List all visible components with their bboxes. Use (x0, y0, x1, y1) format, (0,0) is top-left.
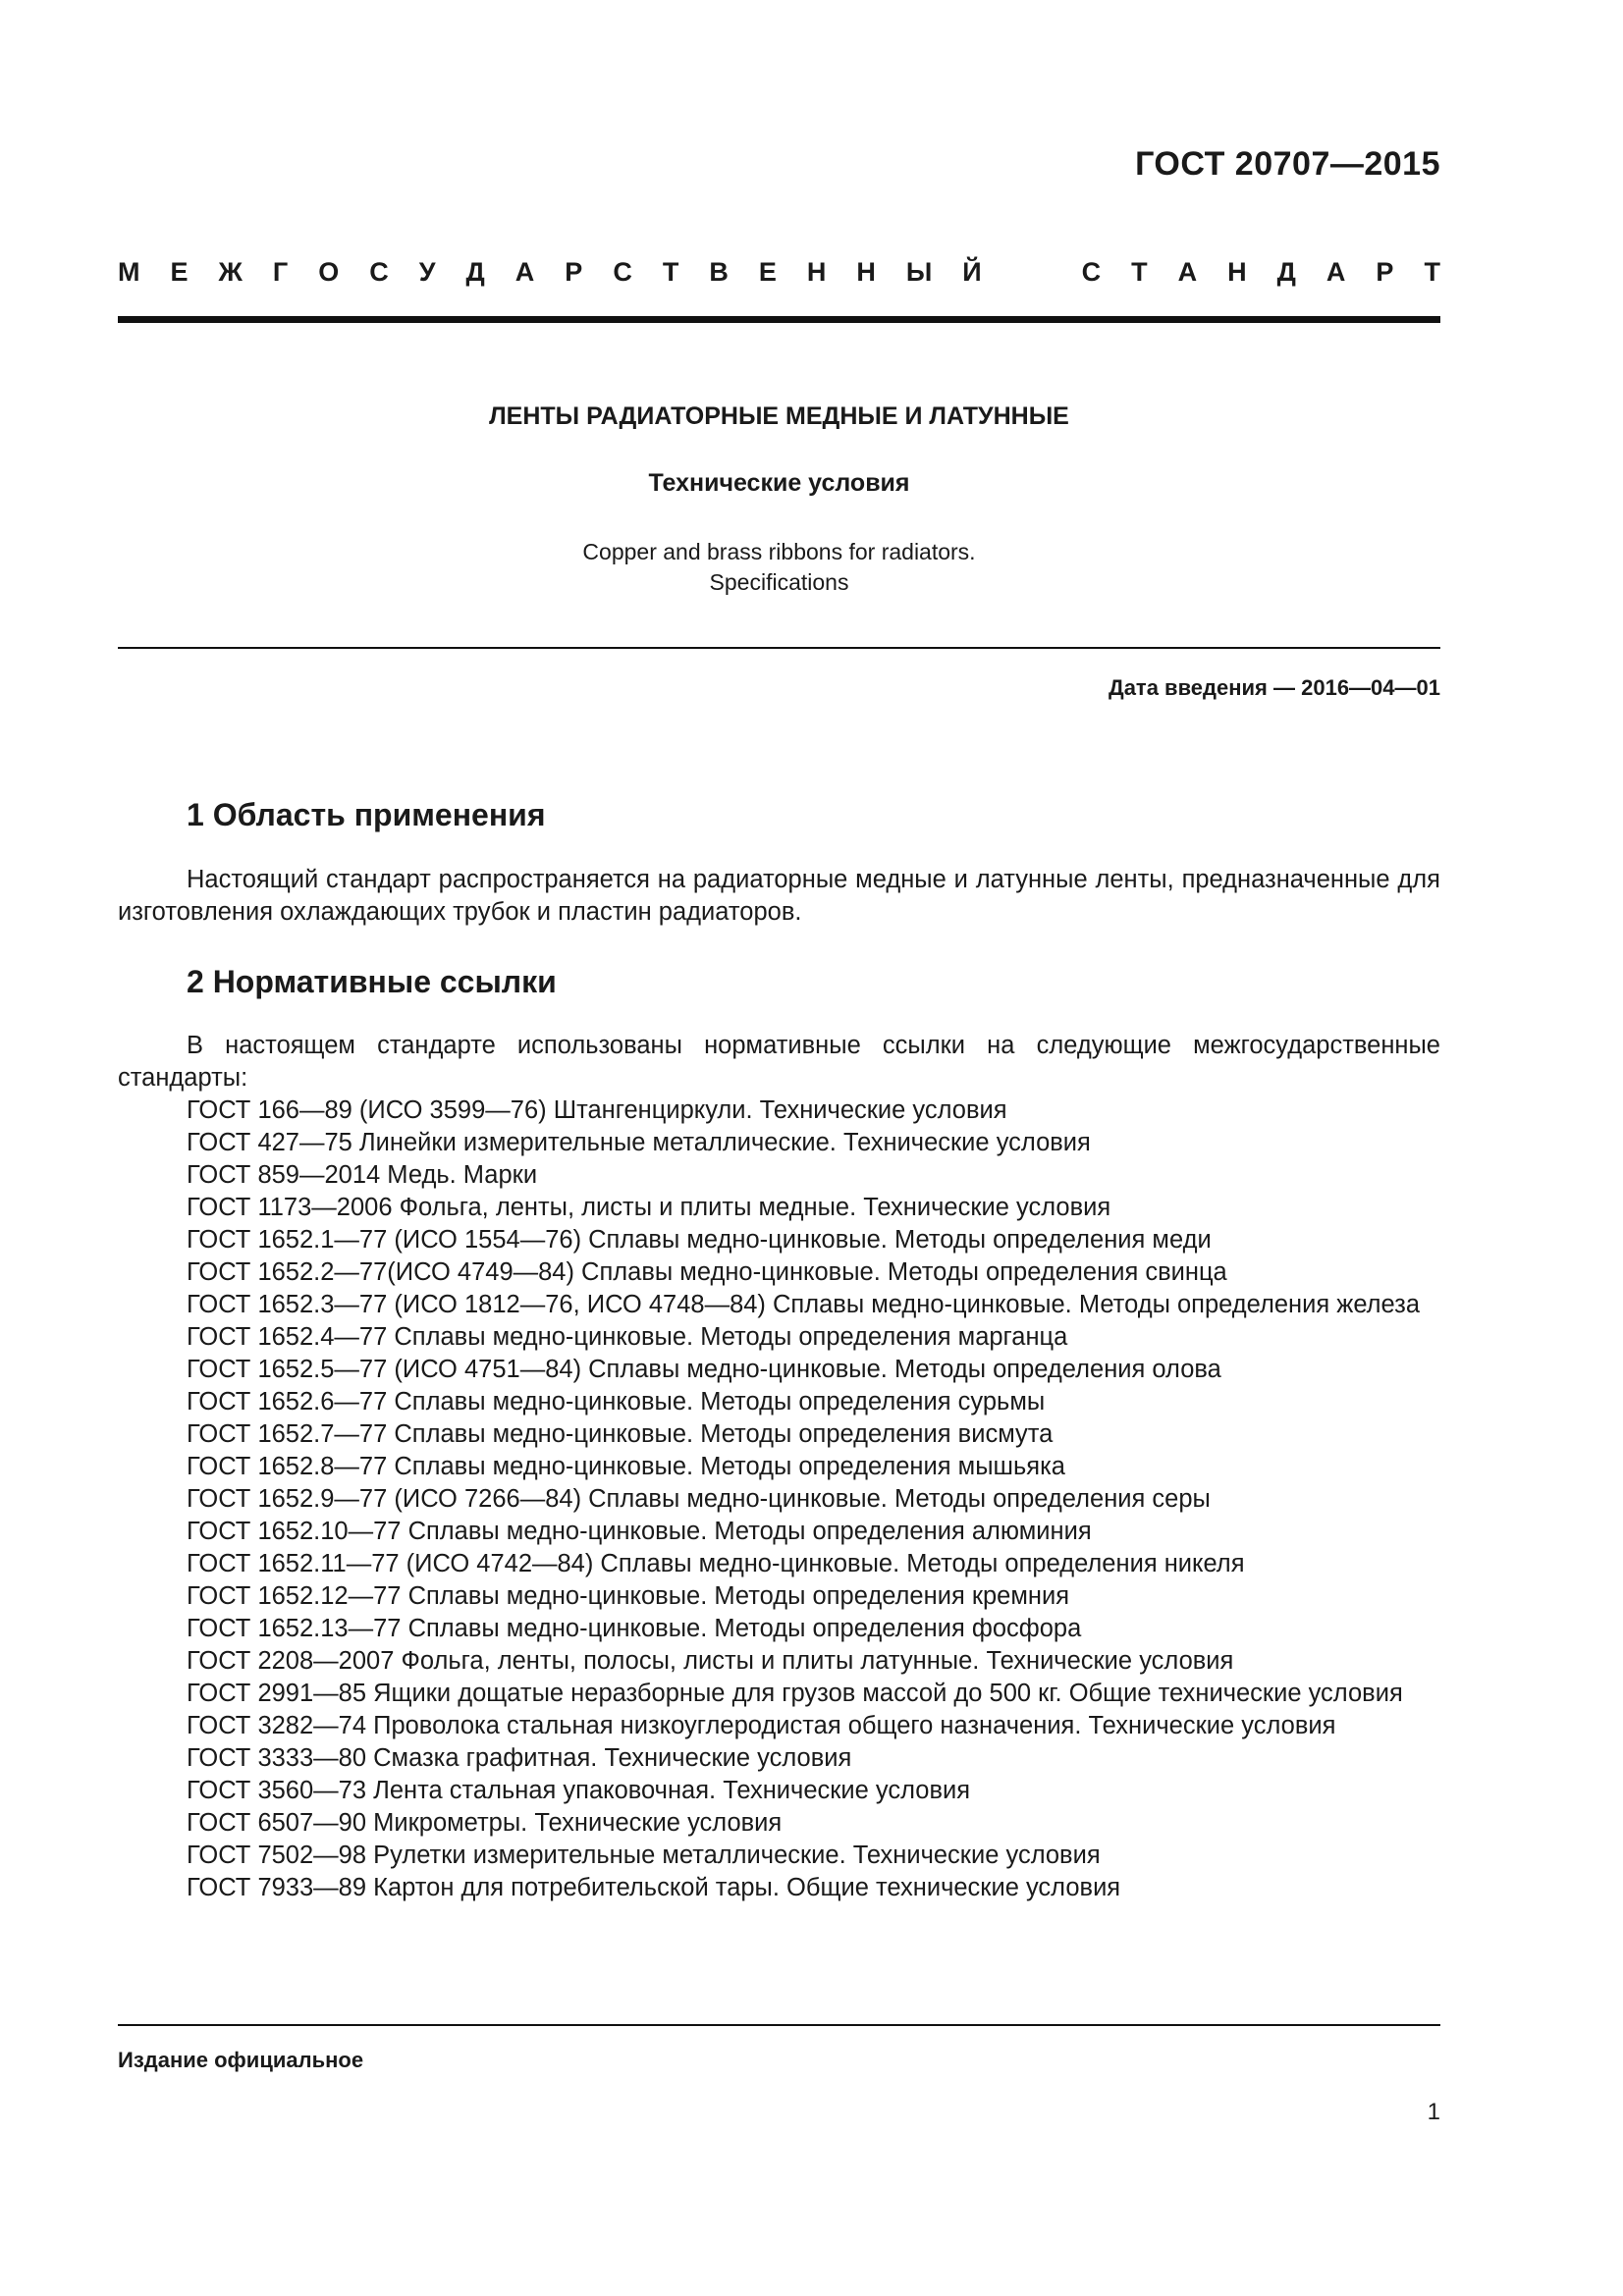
banner-letter: Й (962, 257, 982, 287)
reference-item: ГОСТ 1173—2006 Фольга, ленты, листы и плиты медные. Технические условия (187, 1194, 1111, 1221)
reference-item: ГОСТ 2208—2007 Фольга, ленты, полосы, листы и плиты латунные. Технические условия (187, 1647, 1234, 1675)
banner-letter: А (1177, 257, 1198, 287)
document-number: ГОСТ 20707—2015 (1135, 145, 1440, 183)
reference-item: ГОСТ 6507—90 Микрометры. Технические условия (187, 1809, 783, 1837)
banner-letter: Т (662, 257, 679, 287)
reference-item: ГОСТ 166—89 (ИСО 3599—76) Штангенциркули. Технические условия (187, 1096, 1007, 1124)
banner-letter: С (369, 257, 389, 287)
banner-letter: Н (1227, 257, 1247, 287)
banner-letter: Т (1131, 257, 1148, 287)
introduction-date: Дата введения — 2016—04—01 (1109, 675, 1440, 700)
section-2-paragraph: В настоящем стандарте использованы нормативные ссылки на следующие межгосударственные стандарты: (118, 1032, 1440, 1092)
banner-letter: В (709, 257, 729, 287)
banner-letter: Е (170, 257, 189, 287)
reference-item: ГОСТ 2991—85 Ящики дощатые неразборные для грузов массой до 500 кг. Общие технические условия (187, 1680, 1403, 1707)
reference-item: ГОСТ 7502—98 Рулетки измерительные металлические. Технические условия (187, 1842, 1101, 1869)
reference-item: ГОСТ 1652.6—77 Сплавы медно-цинковые. Методы определения сурьмы (187, 1388, 1046, 1415)
banner-letter: Г (272, 257, 289, 287)
reference-item: ГОСТ 1652.9—77 (ИСО 7266—84) Сплавы медно-цинковые. Методы определения серы (187, 1485, 1211, 1513)
reference-item: ГОСТ 7933—89 Картон для потребительской тары. Общие технические условия (187, 1874, 1121, 1901)
document-subtitle: Технические условия (648, 469, 910, 497)
reference-item: ГОСТ 1652.11—77 (ИСО 4742—84) Сплавы медно-цинковые. Методы определения никеля (187, 1550, 1245, 1577)
reference-item: ГОСТ 1652.2—77(ИСО 4749—84) Сплавы медно-цинковые. Методы определения свинца (187, 1258, 1227, 1286)
banner-letter: М (118, 257, 140, 287)
reference-item: ГОСТ 3282—74 Проволока стальная низкоуглеродистая общего назначения. Технические условия (187, 1712, 1336, 1739)
reference-item: ГОСТ 1652.10—77 Сплавы медно-цинковые. Методы определения алюминия (187, 1518, 1092, 1545)
reference-item: ГОСТ 1652.3—77 (ИСО 1812—76, ИСО 4748—84) Сплавы медно-цинковые. Методы определения железа (187, 1291, 1421, 1318)
section-1-heading: 1 Область применения (187, 797, 546, 832)
section-2-heading: 2 Нормативные ссылки (187, 964, 557, 999)
banner-letter: Д (465, 257, 485, 287)
reference-item: ГОСТ 1652.1—77 (ИСО 1554—76) Сплавы медно-цинковые. Методы определения меди (187, 1226, 1212, 1254)
banner-letter: С (1081, 257, 1102, 287)
reference-item: ГОСТ 1652.13—77 Сплавы медно-цинковые. Методы определения фосфора (187, 1615, 1082, 1642)
banner-letter: С (613, 257, 632, 287)
reference-item: ГОСТ 1652.8—77 Сплавы медно-цинковые. Методы определения мышьяка (187, 1453, 1065, 1480)
header-divider (118, 316, 1440, 323)
reference-item: ГОСТ 3333—80 Смазка графитная. Технические условия (187, 1744, 852, 1772)
banner-letter: Д (1276, 257, 1296, 287)
banner-letter: Ы (905, 257, 933, 287)
reference-item: ГОСТ 1652.4—77 Сплавы медно-цинковые. Методы определения марганца (187, 1323, 1068, 1351)
banner-letter: Н (806, 257, 827, 287)
banner-letter: О (318, 257, 340, 287)
edition-label: Издание официальное (118, 2048, 364, 2072)
english-title-line: Copper and brass ribbons for radiators. (582, 539, 976, 564)
banner-letter: Т (1424, 257, 1440, 287)
english-title (118, 537, 1440, 598)
banner-letter: А (1325, 257, 1346, 287)
banner-letter: Р (1376, 257, 1394, 287)
reference-item: ГОСТ 859—2014 Медь. Марки (187, 1161, 538, 1189)
page-number: 1 (1427, 2099, 1440, 2125)
banner-letter: У (418, 257, 436, 287)
footer-divider (118, 2024, 1440, 2026)
reference-item: ГОСТ 1652.12—77 Сплавы медно-цинковые. Методы определения кремния (187, 1582, 1070, 1610)
normative-references-list (118, 1095, 1440, 1904)
standard-type-banner (118, 257, 1440, 288)
banner-letter: А (514, 257, 535, 287)
section-1-body (118, 864, 1440, 929)
banner-word-gap (1012, 257, 1052, 288)
title-divider (118, 647, 1440, 649)
reference-item: ГОСТ 427—75 Линейки измерительные металлические. Технические условия (187, 1129, 1091, 1156)
section-1-paragraph: Настоящий стандарт распространяется на радиаторные медные и латунные ленты, предназначенные для изготовления охлаждающих трубок и пластин радиаторов. (118, 866, 1440, 926)
banner-letter: Н (856, 257, 876, 287)
section-2-intro (118, 1030, 1440, 1095)
banner-letter: Е (758, 257, 777, 287)
reference-item: ГОСТ 1652.7—77 Сплавы медно-цинковые. Методы определения висмута (187, 1420, 1054, 1448)
banner-letter: Ж (218, 257, 243, 287)
reference-item: ГОСТ 3560—73 Лента стальная упаковочная. Технические условия (187, 1777, 971, 1804)
english-title-line: Specifications (709, 569, 849, 595)
banner-letter: Р (565, 257, 583, 287)
document-title: ЛЕНТЫ РАДИАТОРНЫЕ МЕДНЫЕ И ЛАТУННЫЕ (489, 402, 1069, 430)
reference-item: ГОСТ 1652.5—77 (ИСО 4751—84) Сплавы медно-цинковые. Методы определения олова (187, 1356, 1221, 1383)
